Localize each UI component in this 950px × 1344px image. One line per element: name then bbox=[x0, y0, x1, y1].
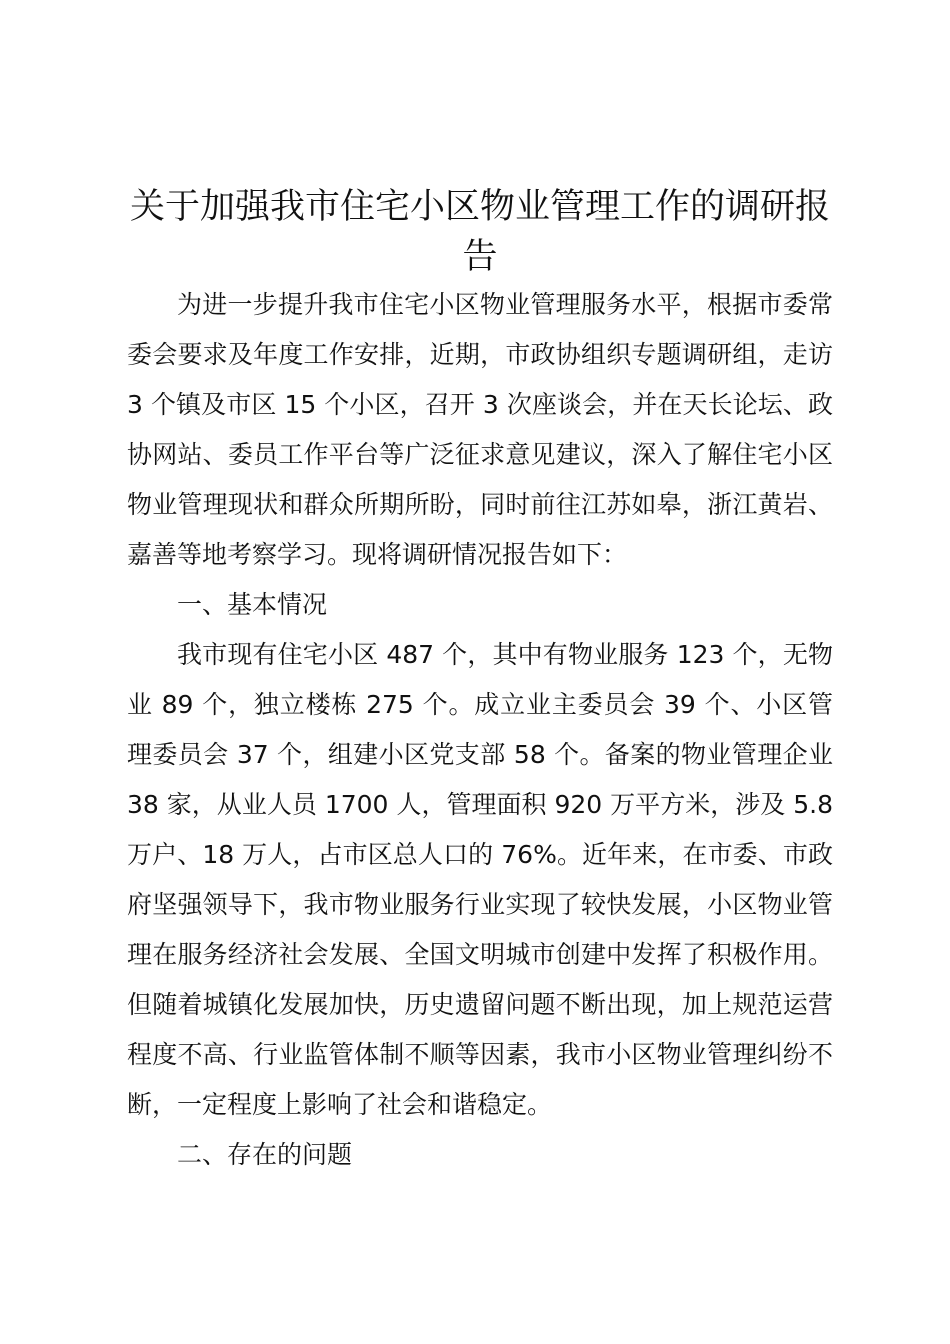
document-title: 关于加强我市住宅小区物业管理工作的调研报告 bbox=[129, 187, 830, 277]
document-body bbox=[127, 280, 833, 1180]
section-heading-existing-problems: 二、存在的问题 bbox=[177, 1140, 353, 1169]
basic-situation-paragraph: 我市现有住宅小区 487 个，其中有物业服务 123 个，无物业 89 个，独立楼栋 275 个。成立业主委员会 39 个、小区管理委员会 37 个，组建小区党支部 58 个。备案的物业管理企业 38 家，从业人员 1700 人，管理面积 920 万平方米，涉及 5.8 万户、18 万人，占市区总人口的 76%。近年来，在市委、市政府坚强领导下，我市物业服务行业实现了较快发展，小区物业管理在服务经济社会发展、全国文明城市创建中发挥了积极作用。但随着城镇化发展加快，历史遗留问题不断出现，加上规范运营程度不高、行业监管体制不顺等因素，我市小区物业管理纠纷不断，一定程度上影响了社会和谐稳定。 bbox=[127, 640, 833, 1119]
section-heading-basic-situation: 一、基本情况 bbox=[177, 590, 328, 619]
intro-paragraph: 为进一步提升我市住宅小区物业管理服务水平，根据市委常委会要求及年度工作安排，近期，市政协组织专题调研组，走访 3 个镇及市区 15 个小区，召开 3 次座谈会，并在天长论坛、政协网站、委员工作平台等广泛征求意见建议，深入了解住宅小区物业管理现状和群众所期所盼，同时前往江苏如皋，浙江黄岩、嘉善等地考察学习。现将调研情况报告如下： bbox=[127, 290, 833, 569]
